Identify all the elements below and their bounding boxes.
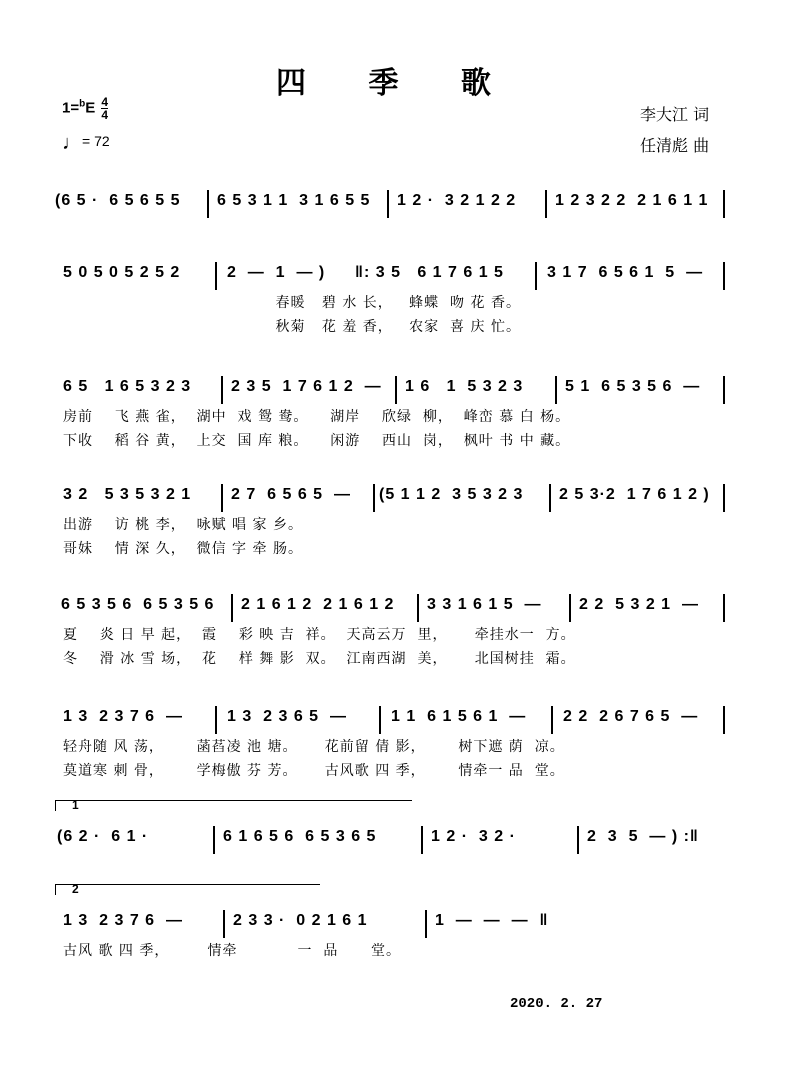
notation-line <box>55 190 735 220</box>
notation-line <box>55 910 735 940</box>
lyric-line: 古风 歌 四 季， 情牵 一 品 堂。 <box>63 943 402 959</box>
measure-1: 6 5 1 6 5 3 2 3 <box>63 378 192 395</box>
measure-4: 2 5 3·2 1 7 6 1 2 ) <box>559 486 710 503</box>
measure-2: 6 5 3 1 1 3 1 6 5 5 <box>217 192 371 209</box>
lyric-verse-1: 轻舟随 风 荡， 菡萏凌 池 塘。 花前留 倩 影， 树下遮 荫 凉。 <box>63 739 565 755</box>
barline <box>379 706 381 734</box>
measure-3: 1 2 · 3 2 · <box>431 828 516 845</box>
barline <box>577 826 579 854</box>
barline <box>723 190 725 218</box>
lyric-verse-1: 春暖 碧 水 长， 蜂蝶 吻 花 香。 <box>63 295 521 311</box>
barline <box>223 910 225 938</box>
barline <box>723 376 725 404</box>
measure-3: ‖: 3 5 6 1 7 6 1 5 <box>355 264 504 281</box>
barline <box>723 262 725 290</box>
barline <box>545 190 547 218</box>
barline <box>373 484 375 512</box>
time-top: 4 <box>101 95 109 109</box>
measure-1: 6 5 3 5 6 6 5 3 5 6 <box>61 596 215 613</box>
notation-line <box>55 376 735 406</box>
barline <box>213 826 215 854</box>
lyric-verse-2: 哥妹 情 深 久， 微信 字 牵 肠。 <box>63 541 303 557</box>
notation-line <box>55 262 735 292</box>
song-title: 四 季 歌 <box>276 66 517 101</box>
barline <box>221 484 223 512</box>
measure-4: 1 2 3 2 2 2 1 6 1 1 <box>555 192 709 209</box>
time-bottom: 4 <box>101 108 109 122</box>
barline <box>535 262 537 290</box>
measure-2: 2 3 3 · 0 2 1 6 1 <box>233 912 368 929</box>
lyric-verse-2: 莫道寒 刺 骨， 学梅傲 芬 芳。 古风歌 四 季， 情牵一 品 堂。 <box>63 763 565 779</box>
time-signature <box>101 96 108 121</box>
measure-2: 2 — 1 — ) <box>227 264 326 281</box>
measure-3: (5 1 1 2 3 5 3 2 3 <box>379 486 524 503</box>
lyric-verse-2: 下收 稻 谷 黄， 上交 国 库 粮。 闲游 西山 岗， 枫叶 书 中 藏。 <box>63 433 571 449</box>
measure-4: 2 2 5 3 2 1 — <box>579 596 699 613</box>
flat-sign: b <box>79 98 86 110</box>
volta-number: 1 <box>72 798 79 812</box>
measure-3: 1 — — — ‖ <box>435 912 549 929</box>
tempo-value: = 72 <box>82 133 110 149</box>
lyric-verse-1: 夏 炎 日 早 起， 霞 彩 映 吉 祥。 天高云万 里， 牵挂水一 方。 <box>63 627 576 643</box>
barline <box>417 594 419 622</box>
measure-3: 1 2 · 3 2 1 2 2 <box>397 192 517 209</box>
key-prefix: 1= <box>62 99 80 117</box>
notation-line <box>55 826 735 856</box>
barline <box>215 262 217 290</box>
quarter-note-icon: ♩ <box>62 132 82 154</box>
measure-3: 1 6 1 5 3 2 3 <box>405 378 524 395</box>
measure-2: 2 7 6 5 6 5 — <box>231 486 351 503</box>
key-signature <box>62 96 108 121</box>
measure-3: 3 3 1 6 1 5 — <box>427 596 542 613</box>
barline <box>231 594 233 622</box>
barline <box>387 190 389 218</box>
measure-2: 2 1 6 1 2 2 1 6 1 2 <box>241 596 395 613</box>
barline <box>425 910 427 938</box>
barline <box>723 594 725 622</box>
lyric-verse-1: 房前 飞 燕 雀， 湖中 戏 鸳 鸯。 湖岸 欣绿 柳， 峰峦 慕 白 杨。 <box>63 409 571 425</box>
lyric-verse-2: 冬 滑 冰 雪 场， 花 样 舞 影 双。 江南西湖 美， 北国树挂 霜。 <box>63 651 576 667</box>
measure-2: 6 1 6 5 6 6 5 3 6 5 <box>223 828 377 845</box>
lyricist-credit: 李大江 词 <box>640 105 710 124</box>
volta-bracket-2 <box>55 884 320 895</box>
barline <box>555 376 557 404</box>
measure-4: 2 3 5 — ) :‖ <box>587 828 699 845</box>
composition-date: 2020. 2. 27 <box>510 996 603 1012</box>
tempo-marking <box>62 132 110 155</box>
barline <box>421 826 423 854</box>
barline <box>723 706 725 734</box>
measure-3: 1 1 6 1 5 6 1 — <box>391 708 527 725</box>
measure-2: 1 3 2 3 6 5 — <box>227 708 347 725</box>
barline <box>551 706 553 734</box>
barline <box>215 706 217 734</box>
measure-1: 1 3 2 3 7 6 — <box>63 708 183 725</box>
notation-line <box>55 706 735 736</box>
measure-1: (6 2 · 6 1 · <box>57 828 149 845</box>
notation-line <box>55 484 735 514</box>
measure-1: 1 3 2 3 7 6 — <box>63 912 183 929</box>
notation-line <box>55 594 735 624</box>
measure-1: (6 5 · 6 5 6 5 5 <box>55 192 181 209</box>
barline <box>395 376 397 404</box>
volta-number: 2 <box>72 882 79 896</box>
barline <box>723 484 725 512</box>
measure-2: 2 3 5 1 7 6 1 2 — <box>231 378 382 395</box>
key-letter: E <box>85 99 96 117</box>
barline <box>207 190 209 218</box>
measure-1: 5 0 5 0 5 2 5 2 <box>63 264 181 281</box>
measure-1: 3 2 5 3 5 3 2 1 <box>63 486 192 503</box>
measure-4: 2 2 2 6 7 6 5 — <box>563 708 699 725</box>
measure-4: 5 1 6 5 3 5 6 — <box>565 378 701 395</box>
lyric-verse-2: 秋菊 花 羞 香， 农家 喜 庆 忙。 <box>63 319 521 335</box>
composer-credit: 任清彪 曲 <box>640 136 710 155</box>
barline <box>569 594 571 622</box>
barline <box>221 376 223 404</box>
measure-4: 3 1 7 6 5 6 1 5 — <box>547 264 704 281</box>
barline <box>549 484 551 512</box>
volta-bracket-1 <box>55 800 412 811</box>
lyric-verse-1: 出游 访 桃 李， 咏赋 唱 家 乡。 <box>63 517 303 533</box>
